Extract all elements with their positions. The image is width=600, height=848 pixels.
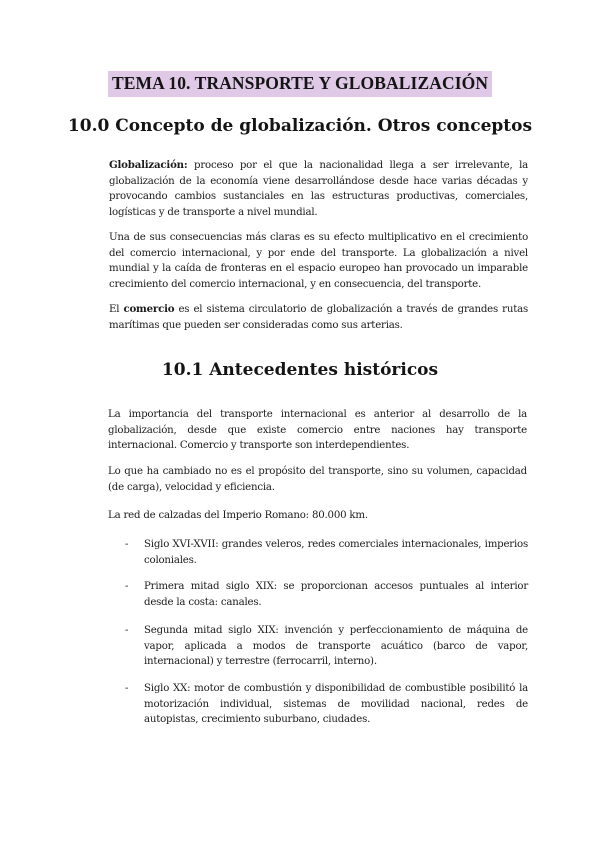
list-item-text: Siglo XVI-XVII: grandes veleros, redes comerciales internacionales, imperios coloniales.	[144, 539, 528, 566]
bullet-dash: -	[125, 683, 129, 694]
list-item-text: Segunda mitad siglo XIX: invención y perfeccionamiento de máquina de vapor, aplicada a modos de transporte acuático (barco de vapor, internacional) y terrestre (ferrocarril, interno).	[144, 625, 528, 668]
paragraph-text: proceso por el que la nacionalidad llega a ser irrelevante, la globalización de la economía viene desarrollándose desde hace varias décadas y provocando cambios sustanciales en las estructuras productivas, comerciales, logísticas y de transporte a nivel mundial.	[109, 160, 528, 218]
list-item-text: Primera mitad siglo XIX: se proporcionan accesos puntuales al interior desde la costa: canales.	[144, 581, 528, 608]
term-comercio: comercio	[123, 303, 175, 315]
title-wrapper	[0, 71, 600, 97]
section-heading-concepto: 10.0 Concepto de globalización. Otros conceptos	[67, 116, 533, 136]
bullet-dash: -	[125, 625, 129, 636]
paragraph-calzadas: La red de calzadas del Imperio Romano: 80.000 km.	[108, 510, 368, 521]
bullet-dash: -	[125, 539, 129, 550]
paragraph-text: El	[109, 304, 124, 315]
paragraph-cambio: Lo que ha cambiado no es el propósito del transporte, sino su volumen, capacidad (de carga), velocidad y eficiencia.	[108, 466, 527, 493]
paragraph-globalizacion	[109, 158, 528, 220]
document-title: TEMA 10. TRANSPORTE Y GLOBALIZACIÓN	[108, 71, 492, 97]
bullet-dash: -	[125, 581, 129, 592]
paragraph-comercio	[109, 302, 528, 333]
section-heading-antecedentes: 10.1 Antecedentes históricos	[161, 360, 439, 380]
term-globalizacion: Globalización:	[109, 159, 188, 171]
list-item-text: Siglo XX: motor de combustión y disponibilidad de combustible posibilitó la motorización individual, sistemas de movilidad nacional, redes de autopistas, crecimiento suburbano, ciudades.	[144, 683, 528, 726]
paragraph-text: es el sistema circulatorio de globalización a través de grandes rutas marítimas que pueden ser consideradas como sus arterias.	[109, 304, 528, 331]
paragraph-consecuencias: Una de sus consecuencias más claras es su efecto multiplicativo en el crecimiento del comercio internacional, y por ende del transporte. La globalización a nivel mundial y la caída de fronteras en el espacio europeo han provocado un imparable crecimiento del comercio internacional, y en consecuencia, del transporte.	[109, 232, 528, 290]
paragraph-importancia: La importancia del transporte internacional es anterior al desarrollo de la globalización, desde que existe comercio entre naciones hay transporte internacional. Comercio y transporte son interdependientes.	[108, 409, 527, 452]
